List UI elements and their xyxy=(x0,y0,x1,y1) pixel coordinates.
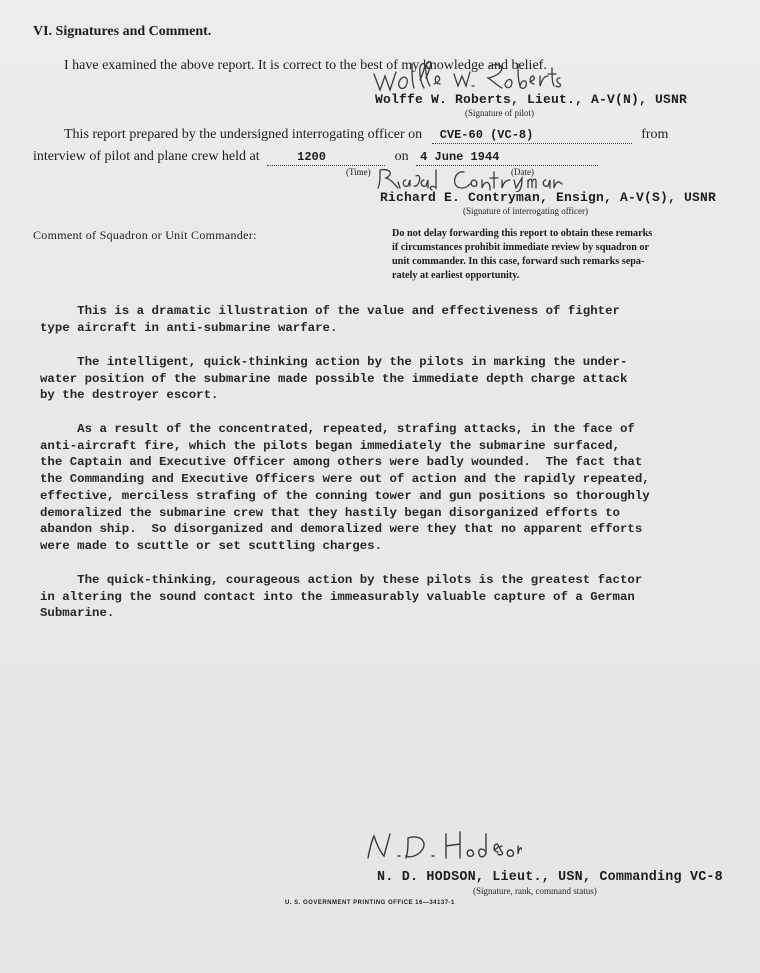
paragraph-line: the Captain and Executive Officer among others were badly wounded. The fact that xyxy=(40,455,643,470)
paragraph-line: effective, merciless strafing of the conning tower and gun positions so thoroughly xyxy=(40,488,650,503)
prepared-line xyxy=(64,127,668,144)
comment-label xyxy=(33,228,257,243)
paragraph-line: water position of the submarine made possible the immediate depth charge attack xyxy=(40,371,628,386)
examined-statement: I have examined the above report. It is correct to the best of my knowledge and belief. xyxy=(64,58,547,73)
commander-handwritten-signature xyxy=(362,828,522,864)
paragraph-line: This is a dramatic illustration of the value and effectiveness of fighter xyxy=(40,304,620,318)
commander-signature-caption: (Signature, rank, command status) xyxy=(473,886,597,896)
paragraph-line: As a result of the concentrated, repeated, strafing attacks, in the face of xyxy=(40,422,635,436)
note-line: if circumstances prohibit immediate review by squadron or xyxy=(392,242,650,253)
interview-text: interview of pilot and plane crew held at xyxy=(33,149,260,164)
time-caption: (Time) xyxy=(346,167,371,177)
paragraph-line: in altering the sound contact into the immeasurably valuable capture of a German xyxy=(40,589,635,604)
printing-office-imprint: U. S. GOVERNMENT PRINTING OFFICE 16—34137-1 xyxy=(285,900,455,906)
paragraph-line: by the destroyer escort. xyxy=(40,388,219,403)
comment-paragraph-2 xyxy=(40,354,730,404)
pilot-signature-caption: (Signature of pilot) xyxy=(465,108,534,118)
interview-time-field xyxy=(267,149,385,166)
note-line: Do not delay forwarding this report to obtain these remarks xyxy=(392,228,653,239)
comment-paragraph-1 xyxy=(40,303,730,336)
comment-paragraph-4 xyxy=(40,572,730,622)
paragraph-line: Submarine. xyxy=(40,606,115,621)
paragraph-line: anti-aircraft fire, which the pilots began immediately the submarine surfaced, xyxy=(40,438,620,453)
interview-date: 4 June 1944 xyxy=(420,150,500,164)
paragraph-line: type aircraft in anti-submarine warfare. xyxy=(40,320,338,335)
forwarding-note xyxy=(392,227,742,283)
prepared-place: CVE-60 (VC-8) xyxy=(439,128,534,142)
paragraph-line: the Commanding and Executive Officers were out of action and the rapidly repeated, xyxy=(40,472,650,487)
paragraph-line: were made to scuttle or set scuttling charges. xyxy=(40,538,383,553)
paragraph-line: The intelligent, quick-thinking action by the pilots in marking the under- xyxy=(40,355,628,369)
note-line: rately at earliest opportunity. xyxy=(392,270,520,281)
interview-line xyxy=(33,149,598,166)
prepared-place-field xyxy=(432,127,632,144)
officer-handwritten-signature xyxy=(374,166,564,192)
interview-time: 1200 xyxy=(297,150,326,164)
pilot-signature-typed: Wolffe W. Roberts, Lieut., A-V(N), USNR xyxy=(375,92,688,107)
date-caption: (Date) xyxy=(511,167,534,177)
comment-paragraph-3 xyxy=(40,421,730,555)
commander-signature-typed: N. D. HODSON, Lieut., USN, Commanding VC-8 xyxy=(377,870,723,885)
officer-signature-typed: Richard E. Contryman, Ensign, A-V(S), USNR xyxy=(380,190,717,205)
note-line: unit commander. In this case, forward such remarks sepa- xyxy=(392,256,645,267)
interview-on: on xyxy=(394,149,409,164)
pilot-handwritten-signature xyxy=(368,60,568,94)
prepared-from: from xyxy=(641,127,669,142)
paragraph-line: abandon ship. So disorganized and demoralized were they that no apparent efforts xyxy=(40,522,643,537)
prepared-text: This report prepared by the undersigned interrogating officer on xyxy=(64,127,423,142)
paragraph-line: The quick-thinking, courageous action by these pilots is the greatest factor xyxy=(40,573,643,587)
officer-signature-caption: (Signature of interrogating officer) xyxy=(463,206,589,216)
interview-date-field xyxy=(416,149,598,166)
section-title: VI. Signatures and Comment. xyxy=(33,24,212,39)
comment-label-text: Comment of Squadron or Unit Commander: xyxy=(33,228,257,242)
paragraph-line: demoralized the submarine crew that they hastily began disorganized efforts to xyxy=(40,505,620,520)
